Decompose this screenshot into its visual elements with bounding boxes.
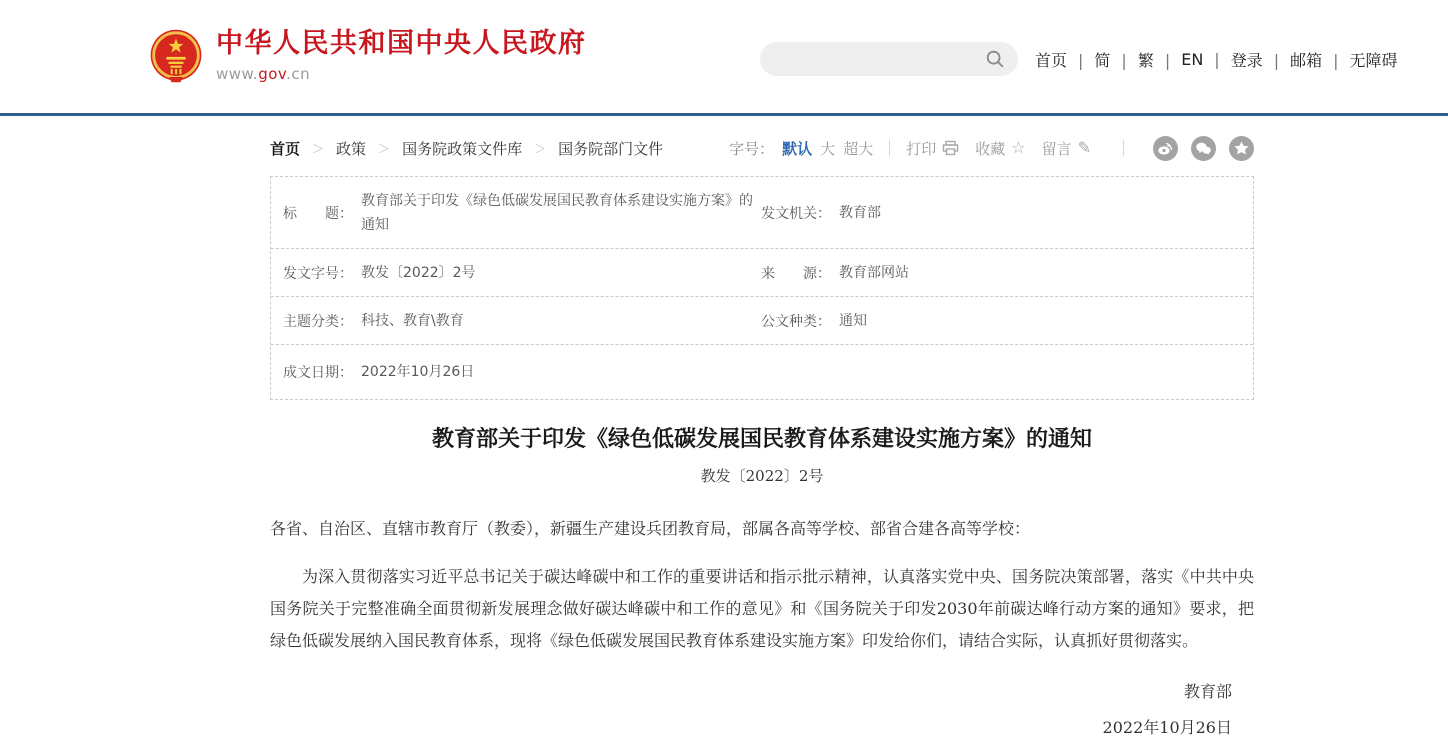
meta-value-title: 教育部关于印发《绿色低碳发展国民教育体系建设实施方案》的通知 — [361, 192, 753, 233]
toolbar-divider — [889, 140, 890, 156]
weibo-share-icon[interactable] — [1153, 136, 1178, 161]
font-size-default[interactable]: 默认 — [782, 139, 813, 158]
font-size-xlarge[interactable]: 超大 — [843, 139, 874, 158]
national-emblem-icon — [148, 28, 204, 84]
site-title: 中华人民共和国中央人民政府 — [216, 28, 587, 59]
search-box — [760, 42, 1018, 76]
search-input[interactable] — [760, 42, 984, 76]
article-paragraph: 为深入贯彻落实习近平总书记关于碳达峰碳中和工作的重要讲话和指示批示精神，认真落实党中央、国务院决策部署，落实《中共中央 国务院关于完整准确全面贯彻新发展理念做好碳达峰碳中和工作的意见》和《国务院关于印发2030年前碳达峰行动方案的通知》要求，把绿色低碳发展纳入国民教育体系，现将《绿色低碳发展国民教育体系建设实施方案》印发给你们，请结合实际，认真抓好贯彻落实。 — [270, 567, 1254, 650]
font-size-label: 字号： — [729, 139, 775, 158]
article-signature: 教育部 — [1183, 682, 1232, 701]
breadcrumb-current: 国务院部门文件 — [558, 139, 664, 158]
toolbar-divider — [1123, 140, 1124, 156]
breadcrumb-separator: ＞ — [312, 141, 325, 156]
meta-label-date: 成文日期： — [283, 365, 353, 381]
meta-label-source: 来 源： — [761, 265, 831, 282]
meta-value-date: 2022年10月26日 — [361, 364, 475, 380]
breadcrumb-home[interactable]: 首页 — [270, 139, 301, 158]
meta-row-title — [271, 177, 1253, 249]
meta-value-source: 教育部网站 — [839, 264, 909, 281]
qzone-share-icon[interactable] — [1229, 136, 1254, 161]
article-doc-number: 教发〔2022〕2号 — [700, 467, 824, 485]
meta-label-agency: 发文机关： — [761, 205, 831, 222]
meta-value-category: 科技、教育\教育 — [361, 312, 464, 329]
meta-value-agency: 教育部 — [839, 204, 881, 221]
breadcrumb-policy-library[interactable]: 国务院政策文件库 — [402, 139, 523, 158]
nav-login[interactable]: 登录 | — [1231, 48, 1290, 71]
printer-icon — [942, 140, 959, 156]
top-nav — [1035, 48, 1398, 71]
document-meta-panel — [270, 176, 1254, 400]
wechat-share-icon[interactable] — [1191, 136, 1216, 161]
breadcrumb-separator: ＞ — [534, 141, 547, 156]
search-icon[interactable] — [984, 48, 1006, 70]
meta-label-docnumber: 发文字号： — [283, 265, 353, 282]
article-title: 教育部关于印发《绿色低碳发展国民教育体系建设实施方案》的通知 — [431, 426, 1092, 452]
meta-label-doctype: 公文种类： — [761, 313, 831, 330]
font-size-large[interactable]: 大 — [820, 139, 836, 158]
print-label: 打印 — [906, 139, 937, 158]
breadcrumb-separator: ＞ — [378, 141, 391, 156]
share-buttons — [1140, 136, 1254, 161]
nav-simplified[interactable]: 简 | — [1094, 48, 1137, 71]
meta-row-date — [271, 345, 1253, 399]
page-tools — [729, 136, 1254, 161]
article-paragraph: 各省、自治区、直辖市教育厅（教委），新疆生产建设兵团教育局，部属各高等学校、部省合建各高等学校： — [270, 519, 1031, 538]
meta-row-docnumber — [271, 249, 1253, 297]
meta-label-title: 标 题： — [283, 205, 353, 222]
nav-traditional[interactable]: 繁 | — [1138, 48, 1181, 71]
meta-value-doctype: 通知 — [839, 312, 867, 329]
meta-value-docnumber: 教发〔2022〕2号 — [361, 264, 476, 281]
toolbar-row — [270, 136, 1254, 160]
nav-english[interactable]: EN | — [1181, 50, 1230, 69]
comment-button[interactable] — [1042, 138, 1091, 159]
site-url: www.gov.cn — [216, 65, 311, 83]
favorite-button[interactable] — [975, 138, 1025, 159]
comment-label: 留言 — [1041, 139, 1072, 158]
article-date: 2022年10月26日 — [1102, 718, 1232, 737]
pencil-icon: ✎ — [1077, 138, 1091, 157]
nav-home[interactable]: 首页 | — [1035, 48, 1094, 71]
star-icon: ☆ — [1011, 138, 1026, 157]
breadcrumb — [270, 138, 663, 159]
breadcrumb-policy[interactable]: 政策 — [336, 139, 367, 158]
article — [270, 424, 1254, 738]
nav-mail[interactable]: 邮箱 | — [1290, 48, 1349, 71]
nav-accessibility[interactable]: 无障碍 — [1349, 51, 1398, 70]
meta-row-category — [271, 297, 1253, 345]
print-button[interactable] — [906, 138, 959, 159]
top-divider-bar — [0, 113, 1448, 116]
favorite-label: 收藏 — [975, 139, 1006, 158]
site-header — [0, 0, 1448, 113]
site-logo[interactable] — [148, 28, 587, 84]
meta-label-category: 主题分类： — [283, 313, 353, 330]
